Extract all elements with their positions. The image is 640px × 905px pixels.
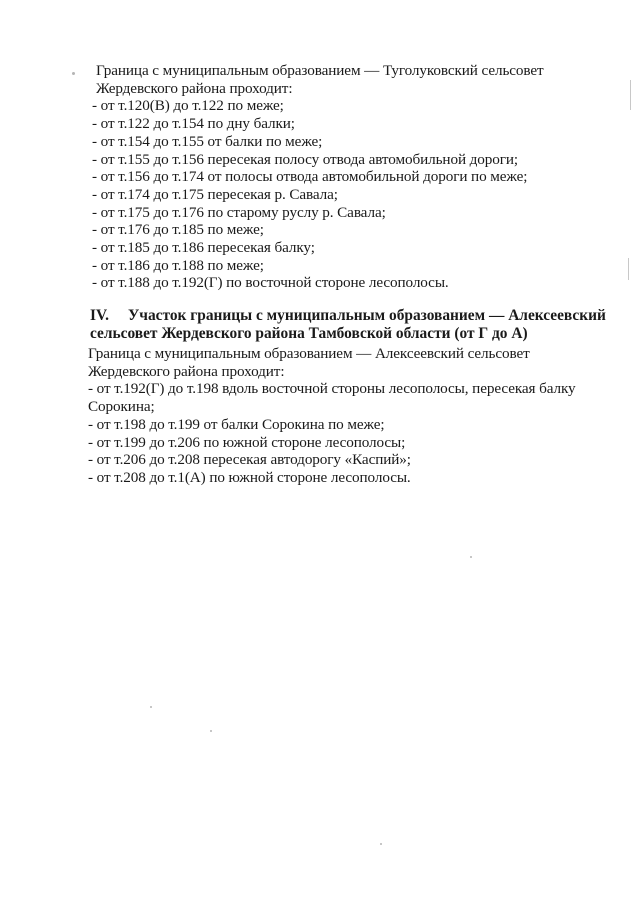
- section-3-item: - от т.188 до т.192(Г) по восточной стороне лесополосы.: [92, 274, 449, 292]
- scan-speck: [380, 843, 382, 845]
- section-4-number: IV.: [90, 307, 109, 324]
- section-3-intro-line-1: Граница с муниципальным образованием — Туголуковский сельсовет: [96, 62, 544, 79]
- section-3-item: - от т.154 до т.155 от балки по меже;: [92, 132, 323, 150]
- scan-edge-mark: [630, 80, 631, 110]
- section-3-item: - от т.186 до т.188 по меже;: [92, 256, 264, 274]
- section-4-text: [88, 345, 608, 487]
- section-4-intro-line-1: Граница с муниципальным образованием — Алексеевский сельсовет: [88, 345, 530, 362]
- section-4-item: - от т.206 до т.208 пересекая автодорогу «Каспий»;: [88, 451, 411, 469]
- section-4-heading-line-2: сельсовет Жердевского района Тамбовской области (от Г до А): [90, 325, 528, 342]
- section-3-item: - от т.120(В) до т.122 по меже;: [92, 97, 284, 115]
- section-3-item: - от т.185 до т.186 пересекая балку;: [92, 239, 315, 257]
- section-4-item: - от т.199 до т.206 по южной стороне лесополосы;: [88, 433, 406, 451]
- scan-speck: [72, 72, 75, 75]
- section-4-intro-line-2: Жердевского района проходит:: [88, 362, 285, 380]
- scan-speck: [210, 730, 212, 732]
- section-3-intro-line-2: Жердевского района проходит:: [96, 79, 293, 97]
- section-3-item: - от т.174 до т.175 пересекая р. Савала;: [92, 185, 338, 203]
- section-4-heading-line-1: Участок границы с муниципальным образованием — Алексеевский: [128, 307, 606, 324]
- section-4-item: - от т.208 до т.1(А) по южной стороне лесополосы.: [88, 468, 411, 486]
- section-3-text: [92, 62, 616, 292]
- section-4-item: - от т.198 до т.199 от балки Сорокина по меже;: [88, 415, 385, 433]
- section-3-item: - от т.156 до т.174 от полосы отвода автомобильной дороги по меже;: [92, 168, 528, 186]
- section-3-item: - от т.122 до т.154 по дну балки;: [92, 115, 295, 133]
- section-4-heading: [90, 307, 610, 343]
- section-4-item-continuation: Сорокина;: [88, 398, 155, 416]
- section-3-item: - от т.176 до т.185 по меже;: [92, 221, 264, 239]
- section-3-item: - от т.175 до т.176 по старому руслу р. Савала;: [92, 203, 386, 221]
- scan-speck: [470, 556, 472, 558]
- scan-edge-mark: [628, 258, 629, 280]
- scan-speck: [150, 706, 152, 708]
- section-3-item: - от т.155 до т.156 пересекая полосу отвода автомобильной дороги;: [92, 150, 519, 168]
- section-4-item: - от т.192(Г) до т.198 вдоль восточной стороны лесополосы, пересекая балку: [88, 380, 576, 398]
